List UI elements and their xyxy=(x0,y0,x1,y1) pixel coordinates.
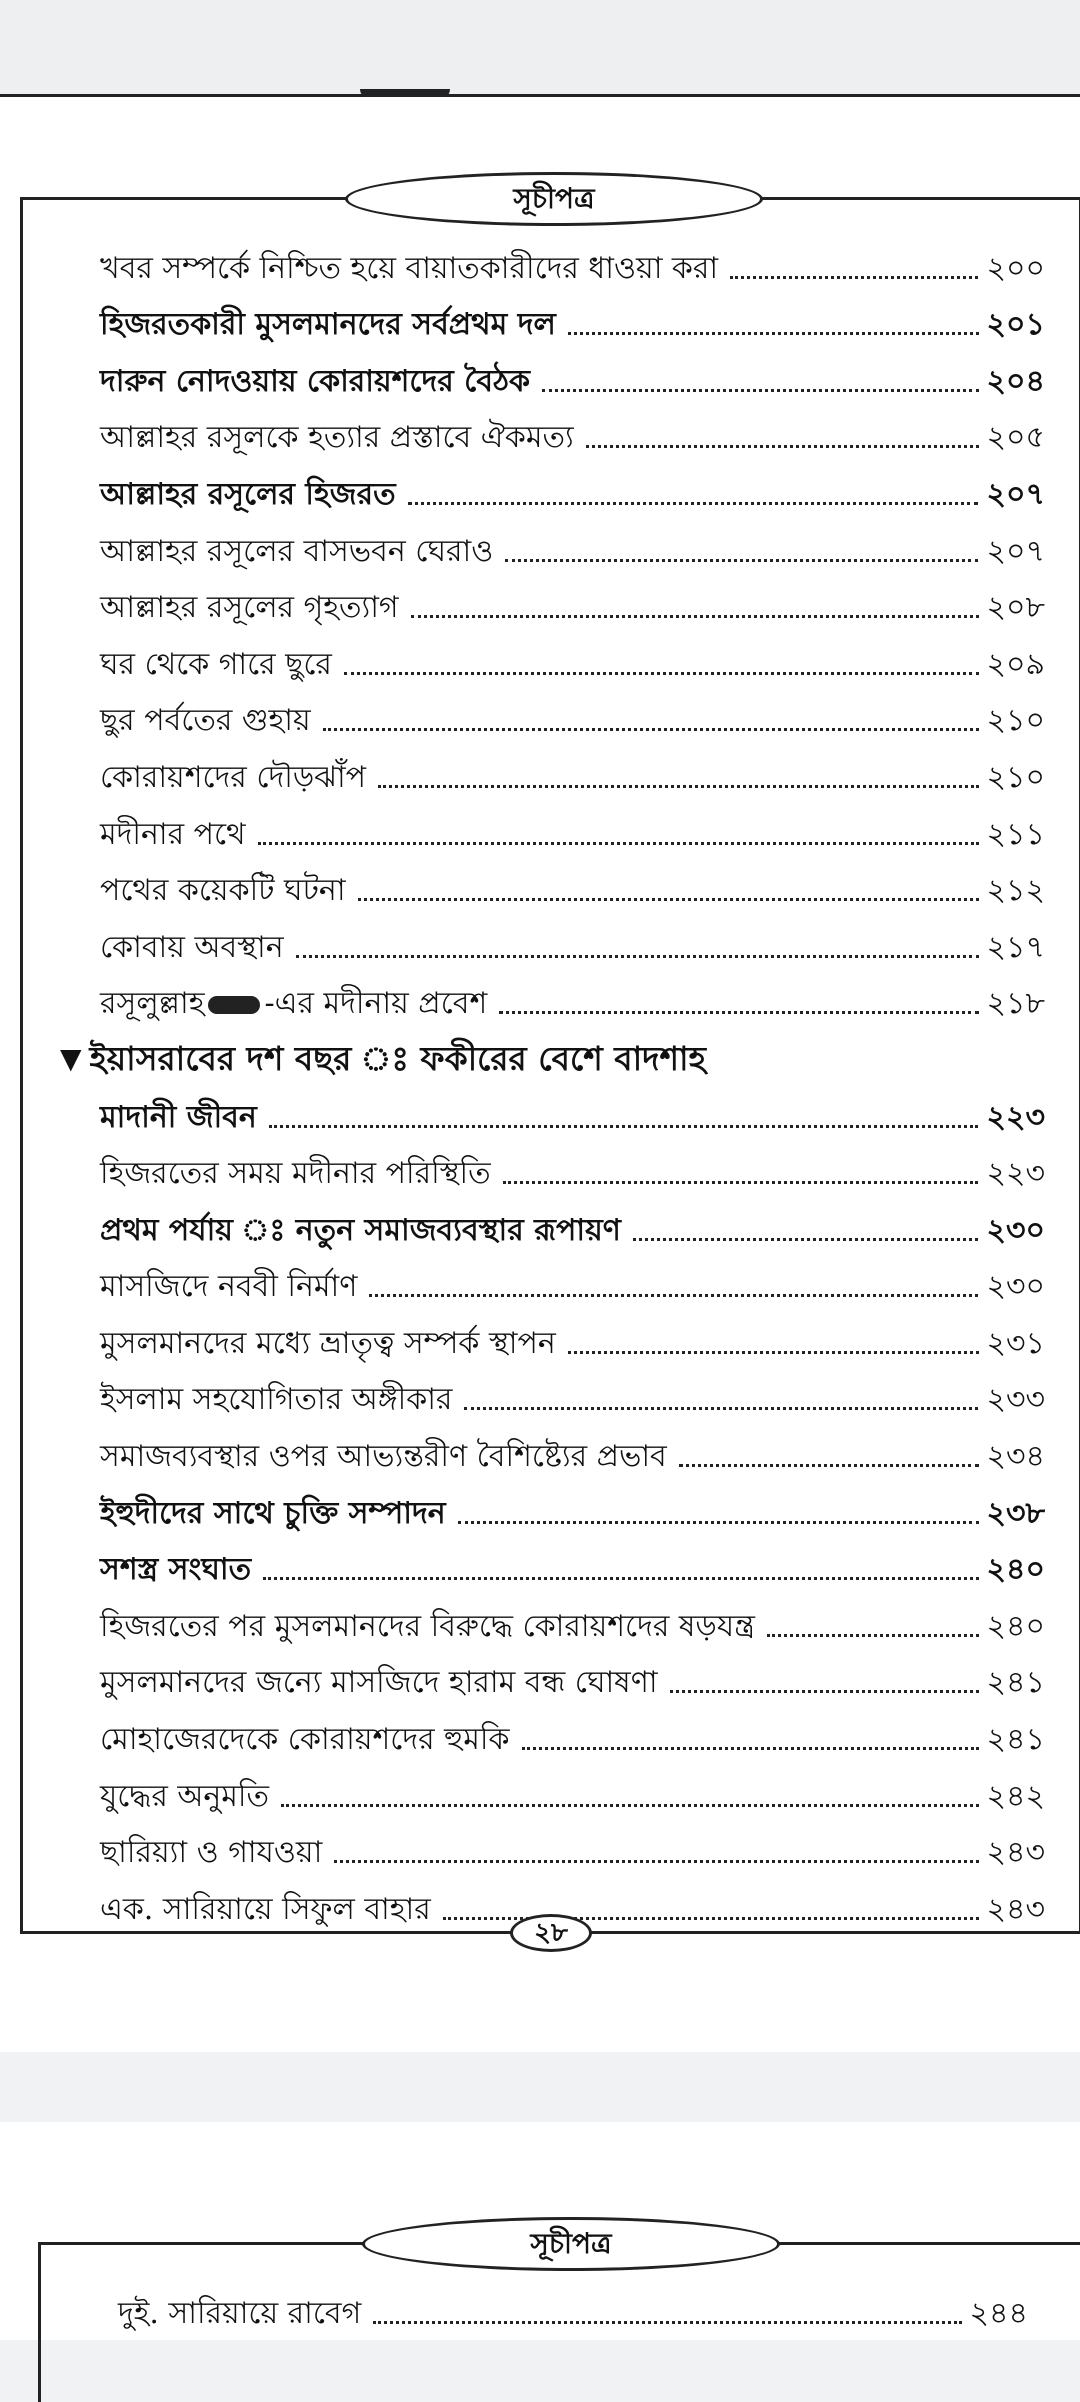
toc-entry: সমাজব্যবস্থার ওপর আভ্যন্তরীণ বৈশিষ্ট্যের প্রভাব ২৩৪ xyxy=(100,1439,1045,1475)
toc-entry: মুসলমানদের জন্যে মাসজিদে হারাম বন্ধ ঘোষণা ২৪১ xyxy=(100,1665,1045,1701)
toc-entry: ইহুদীদের সাথে চুক্তি সম্পাদন ২৩৮ xyxy=(100,1495,1045,1531)
toc-entry: দুই. সারিয়ায়ে রাবেগ ২৪৪ xyxy=(118,2295,1028,2331)
viewer-top-bar xyxy=(0,0,1080,97)
toc-entry: প্রথম পর্যায় ঃ নতুন সমাজব্যবস্থার রূপায়ণ ২৩০ xyxy=(100,1212,1045,1248)
triangle-down-icon: ▼ xyxy=(60,1041,82,1075)
toc-entry: ছারিয়্যা ও গাযওয়া ২৪৩ xyxy=(100,1835,1045,1871)
toc-entry: পথের কয়েকটি ঘটনা ২১২ xyxy=(100,873,1045,909)
toc-entry: আল্লাহর রসূলের গৃহত্যাগ ২০৮ xyxy=(100,590,1045,626)
toc-entry: ছুর পর্বতের গুহায় ২১০ xyxy=(100,703,1045,739)
toc-entry: কোবায় অবস্থান ২১৭ xyxy=(100,929,1045,965)
toc-entry: যুদ্ধের অনুমতি ২৪২ xyxy=(100,1778,1045,1814)
toc-entry: মদীনার পথে ২১১ xyxy=(100,816,1045,852)
toc-entry: মাদানী জীবন ২২৩ xyxy=(100,1099,1045,1135)
toc-entry: ঘর থেকে গারে ছুরে ২০৯ xyxy=(100,646,1045,682)
page-heading: সূচীপত্র xyxy=(345,172,763,226)
section-heading: ▼ ইয়াসরাবের দশ বছর ঃ ফকীরের বেশে বাদশাহ xyxy=(60,1024,1045,1081)
toc-entry: মোহাজেরদেকে কোরায়শদের হুমকি ২৪১ xyxy=(100,1722,1045,1758)
toc-entry: এক. সারিয়ায়ে সিফুল বাহার ২৪৩ xyxy=(100,1891,1045,1927)
toc-list xyxy=(118,2277,1028,2334)
toc-entry: রসূলুল্লাহ -এর মদীনায় প্রবেশ ২১৮ xyxy=(100,986,1045,1022)
toc-entry: হিজরতের সময় মদীনার পরিস্থিতি ২২৩ xyxy=(100,1156,1045,1192)
toc-entry: মাসজিদে নববী নির্মাণ ২৩০ xyxy=(100,1269,1045,1305)
toc-entry: আল্লাহর রসূলের হিজরত ২০৭ xyxy=(100,476,1045,512)
toc-entry: আল্লাহর রসূলকে হত্যার প্রস্তাবে ঐকমত্য ২০৫ xyxy=(100,420,1045,456)
toc-entry: হিজরতের পর মুসলমানদের বিরুদ্ধে কোরায়শদের ষড়যন্ত্র ২৪০ xyxy=(100,1608,1045,1644)
page-number: ২৮ xyxy=(510,1914,592,1952)
toc-entry: মুসলমানদের মধ্যে ভ্রাতৃত্ব সম্পর্ক স্থাপন ২৩১ xyxy=(100,1325,1045,1361)
salutation-calligraphy-icon xyxy=(208,996,260,1014)
toc-entry: ইসলাম সহযোগিতার অঙ্গীকার ২৩৩ xyxy=(100,1382,1045,1418)
toc-entry: কোরায়শদের দৌড়ঝাঁপ ২১০ xyxy=(100,759,1045,795)
document-page-next[interactable] xyxy=(0,2122,1080,2340)
toc-list xyxy=(60,232,1045,1930)
toc-entry: হিজরতকারী মুসলমানদের সর্বপ্রথম দল ২০১ xyxy=(100,307,1045,343)
document-page-28[interactable] xyxy=(0,97,1080,2052)
toc-entry: আল্লাহর রসূলের বাসভবন ঘেরাও ২০৭ xyxy=(100,533,1045,569)
toc-entry: দারুন নোদওয়ায় কোরায়শদের বৈঠক ২০৪ xyxy=(100,363,1045,399)
page-heading: সূচীপত্র xyxy=(362,2217,780,2271)
toc-entry: খবর সম্পর্কে নিশ্চিত হয়ে বায়াতকারীদের ধাওয়া করা ২০০ xyxy=(100,250,1045,286)
toc-entry: সশস্ত্র সংঘাত ২৪০ xyxy=(100,1552,1045,1588)
